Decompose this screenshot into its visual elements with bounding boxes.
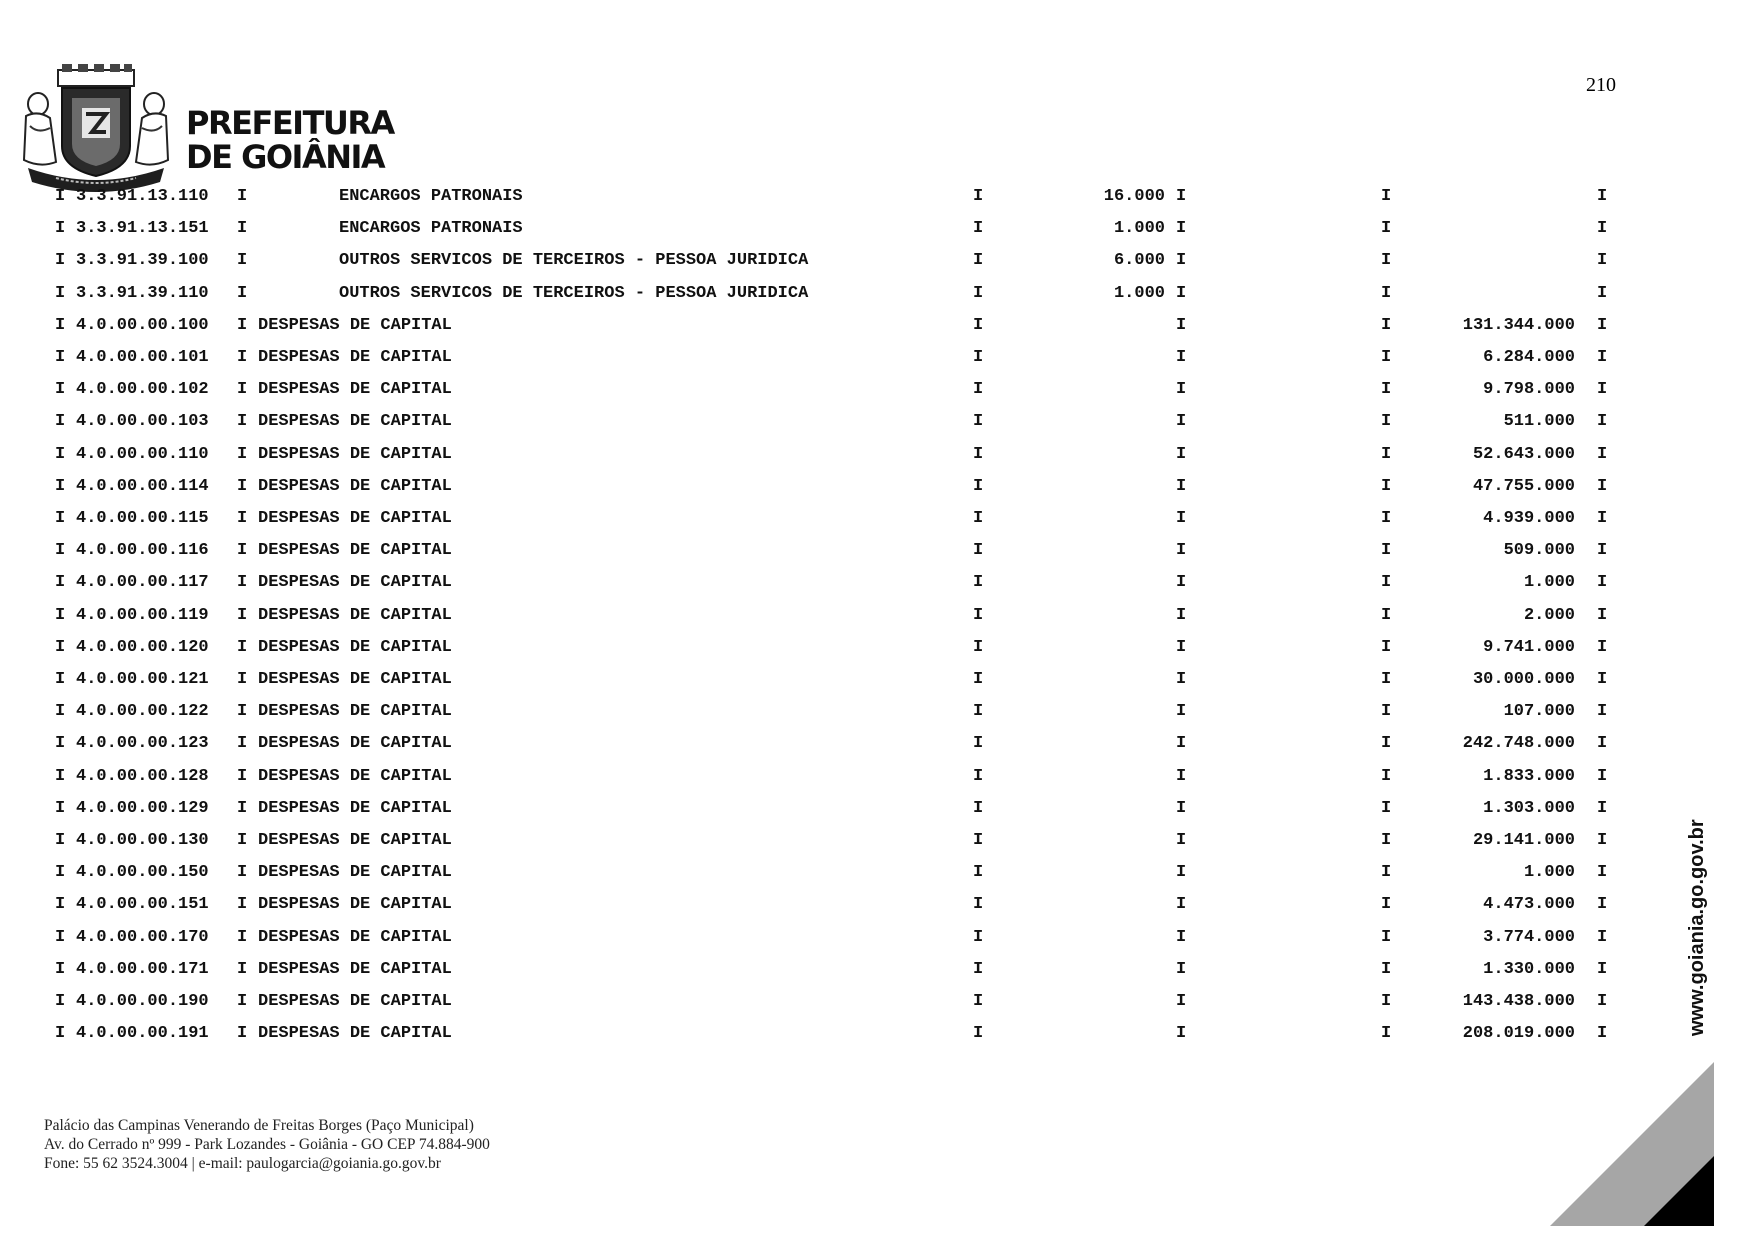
- row-separator: I: [1176, 637, 1187, 657]
- row-description: DESPESAS DE CAPITAL: [258, 637, 452, 657]
- row-value-3: 107.000: [1503, 702, 1575, 722]
- row-separator: I: [1597, 573, 1608, 593]
- row-separator: I: [1176, 863, 1187, 883]
- row-separator: I: [55, 187, 66, 206]
- row-separator: I: [973, 315, 984, 335]
- row-separator: I: [1597, 992, 1608, 1011]
- row-separator: I: [1381, 444, 1392, 464]
- row-separator: I: [1381, 219, 1392, 239]
- brand-line-2: DE GOIÂNIA: [186, 138, 385, 176]
- row-separator: I: [237, 187, 248, 206]
- row-code: 4.0.00.00.100: [76, 315, 209, 335]
- table-row: [0, 411, 1754, 443]
- row-separator: I: [55, 863, 66, 883]
- row-description: DESPESAS DE CAPITAL: [258, 412, 452, 432]
- row-separator: I: [55, 541, 66, 561]
- row-separator: I: [973, 637, 984, 657]
- row-separator: I: [237, 895, 248, 915]
- row-separator: I: [237, 863, 248, 883]
- row-separator: I: [1176, 380, 1187, 400]
- row-separator: I: [1597, 380, 1608, 400]
- row-separator: I: [1176, 670, 1187, 689]
- row-separator: I: [1381, 1024, 1392, 1044]
- row-value-3: 1.833.000: [1483, 766, 1575, 786]
- row-separator: I: [973, 509, 984, 528]
- row-separator: I: [55, 605, 66, 625]
- row-separator: I: [1176, 509, 1187, 528]
- row-separator: I: [1176, 219, 1187, 239]
- row-separator: I: [55, 927, 66, 947]
- row-value-3: 509.000: [1503, 541, 1575, 561]
- row-separator: I: [1597, 798, 1608, 818]
- row-value-3: 4.939.000: [1483, 509, 1575, 528]
- table-row: [0, 605, 1754, 637]
- row-separator: I: [55, 412, 66, 432]
- row-separator: I: [1597, 863, 1608, 883]
- row-value-3: 47.755.000: [1472, 476, 1575, 496]
- row-separator: I: [1597, 444, 1608, 464]
- table-row: [0, 379, 1754, 411]
- row-separator: I: [1381, 283, 1392, 303]
- row-value-3: 1.303.000: [1483, 798, 1575, 818]
- row-separator: I: [55, 315, 66, 335]
- row-separator: I: [1381, 380, 1392, 400]
- row-separator: I: [1381, 187, 1392, 206]
- row-separator: I: [55, 573, 66, 593]
- row-value-3: 143.438.000: [1462, 992, 1575, 1011]
- table-row: [0, 862, 1754, 894]
- row-separator: I: [1597, 831, 1608, 850]
- row-separator: I: [1597, 187, 1608, 206]
- row-separator: I: [55, 1024, 66, 1044]
- row-value-3: 6.284.000: [1483, 348, 1575, 367]
- table-row: [0, 540, 1754, 572]
- row-separator: I: [1176, 476, 1187, 496]
- row-value-3: 30.000.000: [1472, 670, 1575, 689]
- row-separator: I: [237, 734, 248, 754]
- row-separator: I: [237, 766, 248, 786]
- table-row: [0, 572, 1754, 604]
- row-separator: I: [1597, 541, 1608, 561]
- row-separator: I: [1381, 412, 1392, 432]
- row-description: DESPESAS DE CAPITAL: [258, 444, 452, 464]
- row-description: DESPESAS DE CAPITAL: [258, 315, 452, 335]
- row-code: 3.3.91.39.110: [76, 283, 209, 303]
- row-separator: I: [973, 476, 984, 496]
- row-separator: I: [1381, 927, 1392, 947]
- row-separator: I: [237, 412, 248, 432]
- row-separator: I: [1381, 959, 1392, 979]
- row-description: DESPESAS DE CAPITAL: [258, 798, 452, 818]
- row-separator: I: [1381, 670, 1392, 689]
- row-description: DESPESAS DE CAPITAL: [258, 541, 452, 561]
- row-description: DESPESAS DE CAPITAL: [258, 992, 452, 1011]
- row-separator: I: [55, 380, 66, 400]
- table-row: [0, 250, 1754, 282]
- row-separator: I: [237, 605, 248, 625]
- table-row: [0, 894, 1754, 926]
- row-separator: I: [237, 251, 248, 271]
- row-description: DESPESAS DE CAPITAL: [258, 734, 452, 754]
- row-value-1: 6.000: [1113, 251, 1165, 271]
- row-value-3: 2.000: [1523, 605, 1575, 625]
- row-separator: I: [973, 895, 984, 915]
- row-separator: I: [55, 831, 66, 850]
- row-separator: I: [973, 444, 984, 464]
- row-separator: I: [1597, 348, 1608, 367]
- row-separator: I: [237, 702, 248, 722]
- row-separator: I: [1381, 605, 1392, 625]
- row-code: 4.0.00.00.122: [76, 702, 209, 722]
- row-separator: I: [1597, 927, 1608, 947]
- table-row: [0, 347, 1754, 379]
- row-code: 4.0.00.00.121: [76, 670, 209, 689]
- row-code: 4.0.00.00.128: [76, 766, 209, 786]
- row-description: ENCARGOS PATRONAIS: [339, 187, 523, 206]
- row-separator: I: [1176, 927, 1187, 947]
- row-code: 4.0.00.00.191: [76, 1024, 209, 1044]
- row-separator: I: [1381, 251, 1392, 271]
- row-separator: I: [1176, 412, 1187, 432]
- row-separator: I: [973, 605, 984, 625]
- table-row: [0, 218, 1754, 250]
- row-separator: I: [1176, 573, 1187, 593]
- row-code: 4.0.00.00.117: [76, 573, 209, 593]
- row-separator: I: [1176, 444, 1187, 464]
- table-row: [0, 637, 1754, 669]
- row-separator: I: [1381, 348, 1392, 367]
- table-row: [0, 959, 1754, 991]
- table-row: [0, 830, 1754, 862]
- row-separator: I: [1597, 766, 1608, 786]
- row-separator: I: [55, 348, 66, 367]
- row-code: 4.0.00.00.129: [76, 798, 209, 818]
- row-separator: I: [1381, 476, 1392, 496]
- row-separator: I: [1176, 541, 1187, 561]
- row-separator: I: [973, 831, 984, 850]
- row-separator: I: [1176, 348, 1187, 367]
- footer-line-3: Fone: 55 62 3524.3004 | e-mail: paulogarcia@goiania.go.gov.br: [44, 1155, 441, 1172]
- row-separator: I: [1381, 895, 1392, 915]
- row-code: 4.0.00.00.101: [76, 348, 209, 367]
- row-separator: I: [1597, 219, 1608, 239]
- row-separator: I: [973, 251, 984, 271]
- row-separator: I: [1597, 734, 1608, 754]
- table-row: [0, 1023, 1754, 1055]
- row-separator: I: [55, 992, 66, 1011]
- row-separator: I: [973, 283, 984, 303]
- row-separator: I: [973, 766, 984, 786]
- row-separator: I: [237, 315, 248, 335]
- row-description: DESPESAS DE CAPITAL: [258, 348, 452, 367]
- row-separator: I: [237, 444, 248, 464]
- row-separator: I: [1176, 895, 1187, 915]
- brand-line-1: PREFEITURA: [186, 104, 394, 142]
- row-description: DESPESAS DE CAPITAL: [258, 831, 452, 850]
- website-url: www.goiania.go.gov.br: [1686, 819, 1708, 1036]
- row-separator: I: [1381, 798, 1392, 818]
- row-value-3: 4.473.000: [1483, 895, 1575, 915]
- row-separator: I: [55, 798, 66, 818]
- row-separator: I: [1381, 734, 1392, 754]
- footer-line-2: Av. do Cerrado nº 999 - Park Lozandes - Goiânia - GO CEP 74.884-900: [44, 1136, 490, 1153]
- row-separator: I: [237, 670, 248, 689]
- row-separator: I: [1597, 702, 1608, 722]
- row-code: 3.3.91.39.100: [76, 251, 209, 271]
- table-row: [0, 798, 1754, 830]
- row-separator: I: [237, 927, 248, 947]
- table-row: [0, 733, 1754, 765]
- row-separator: I: [973, 219, 984, 239]
- row-separator: I: [1176, 251, 1187, 271]
- row-separator: I: [55, 734, 66, 754]
- row-value-3: 208.019.000: [1462, 1024, 1575, 1044]
- row-value-3: 9.798.000: [1483, 380, 1575, 400]
- row-separator: I: [1597, 509, 1608, 528]
- city-coat-of-arms-icon: [16, 64, 176, 194]
- row-separator: I: [55, 637, 66, 657]
- row-separator: I: [237, 573, 248, 593]
- row-description: DESPESAS DE CAPITAL: [258, 863, 452, 883]
- row-separator: I: [237, 959, 248, 979]
- row-separator: I: [1597, 315, 1608, 335]
- row-separator: I: [237, 798, 248, 818]
- row-separator: I: [973, 670, 984, 689]
- row-separator: I: [1597, 1024, 1608, 1044]
- row-description: DESPESAS DE CAPITAL: [258, 702, 452, 722]
- row-separator: I: [55, 702, 66, 722]
- row-value-3: 131.344.000: [1462, 315, 1575, 335]
- row-description: DESPESAS DE CAPITAL: [258, 959, 452, 979]
- row-separator: I: [973, 412, 984, 432]
- row-code: 4.0.00.00.150: [76, 863, 209, 883]
- row-separator: I: [237, 219, 248, 239]
- row-separator: I: [237, 283, 248, 303]
- row-separator: I: [1176, 992, 1187, 1011]
- row-value-1: 1.000: [1113, 219, 1165, 239]
- row-separator: I: [1597, 251, 1608, 271]
- row-separator: I: [55, 895, 66, 915]
- row-separator: I: [1597, 637, 1608, 657]
- row-description: ENCARGOS PATRONAIS: [339, 219, 523, 239]
- row-separator: I: [55, 670, 66, 689]
- row-separator: I: [1597, 283, 1608, 303]
- table-row: [0, 701, 1754, 733]
- row-separator: I: [1176, 959, 1187, 979]
- row-separator: I: [973, 380, 984, 400]
- row-separator: I: [973, 573, 984, 593]
- row-separator: I: [237, 831, 248, 850]
- row-code: 4.0.00.00.115: [76, 509, 209, 528]
- table-row: [0, 283, 1754, 315]
- row-description: DESPESAS DE CAPITAL: [258, 605, 452, 625]
- row-code: 4.0.00.00.130: [76, 831, 209, 850]
- row-separator: I: [1597, 476, 1608, 496]
- row-separator: I: [1381, 573, 1392, 593]
- row-separator: I: [55, 283, 66, 303]
- row-separator: I: [973, 1024, 984, 1044]
- table-row: [0, 508, 1754, 540]
- table-row: [0, 476, 1754, 508]
- row-separator: I: [237, 348, 248, 367]
- row-value-3: 511.000: [1503, 412, 1575, 432]
- row-separator: I: [1176, 1024, 1187, 1044]
- row-description: DESPESAS DE CAPITAL: [258, 509, 452, 528]
- row-code: 3.3.91.13.151: [76, 219, 209, 239]
- row-separator: I: [1597, 412, 1608, 432]
- row-description: DESPESAS DE CAPITAL: [258, 927, 452, 947]
- row-code: 4.0.00.00.151: [76, 895, 209, 915]
- row-separator: I: [973, 927, 984, 947]
- row-description: DESPESAS DE CAPITAL: [258, 476, 452, 496]
- row-value-1: 1.000: [1113, 283, 1165, 303]
- row-separator: I: [1176, 766, 1187, 786]
- row-separator: I: [55, 219, 66, 239]
- row-separator: I: [1381, 637, 1392, 657]
- table-row: [0, 766, 1754, 798]
- row-separator: I: [973, 959, 984, 979]
- row-separator: I: [55, 766, 66, 786]
- row-value-3: 1.000: [1523, 573, 1575, 593]
- row-code: 4.0.00.00.103: [76, 412, 209, 432]
- row-separator: I: [1597, 670, 1608, 689]
- page-number: 210: [1586, 74, 1616, 96]
- row-separator: I: [55, 476, 66, 496]
- row-description: OUTROS SERVICOS DE TERCEIROS - PESSOA JURIDICA: [339, 251, 809, 271]
- row-description: DESPESAS DE CAPITAL: [258, 766, 452, 786]
- row-separator: I: [1176, 798, 1187, 818]
- row-separator: I: [973, 798, 984, 818]
- row-value-3: 29.141.000: [1472, 831, 1575, 850]
- row-separator: I: [1176, 831, 1187, 850]
- brand-wordmark: [186, 106, 394, 174]
- row-separator: I: [237, 380, 248, 400]
- row-separator: I: [1381, 509, 1392, 528]
- row-separator: I: [1381, 702, 1392, 722]
- row-separator: I: [1176, 734, 1187, 754]
- row-separator: I: [237, 541, 248, 561]
- footer-line-1: Palácio das Campinas Venerando de Freitas Borges (Paço Municipal): [44, 1117, 474, 1134]
- row-code: 4.0.00.00.170: [76, 927, 209, 947]
- footer-address: [44, 1116, 490, 1173]
- row-code: 4.0.00.00.119: [76, 605, 209, 625]
- row-separator: I: [237, 1024, 248, 1044]
- corner-decoration: [1550, 1062, 1714, 1226]
- row-code: 4.0.00.00.102: [76, 380, 209, 400]
- row-value-3: 1.330.000: [1483, 959, 1575, 979]
- row-separator: I: [1597, 605, 1608, 625]
- row-code: 4.0.00.00.171: [76, 959, 209, 979]
- row-separator: I: [55, 251, 66, 271]
- row-separator: I: [55, 509, 66, 528]
- row-value-3: 9.741.000: [1483, 637, 1575, 657]
- row-separator: I: [55, 444, 66, 464]
- row-value-3: 242.748.000: [1462, 734, 1575, 754]
- table-row: [0, 669, 1754, 701]
- row-separator: I: [973, 702, 984, 722]
- row-value-1: 16.000: [1103, 187, 1165, 206]
- row-code: 4.0.00.00.190: [76, 992, 209, 1011]
- row-separator: I: [973, 863, 984, 883]
- row-separator: I: [973, 187, 984, 206]
- row-separator: I: [237, 476, 248, 496]
- table-row: [0, 186, 1754, 218]
- row-separator: I: [973, 734, 984, 754]
- row-separator: I: [1381, 541, 1392, 561]
- row-value-3: 52.643.000: [1472, 444, 1575, 464]
- row-separator: I: [237, 992, 248, 1011]
- row-separator: I: [1176, 187, 1187, 206]
- row-separator: I: [1176, 283, 1187, 303]
- row-value-3: 3.774.000: [1483, 927, 1575, 947]
- row-separator: I: [1381, 766, 1392, 786]
- row-separator: I: [1176, 605, 1187, 625]
- row-separator: I: [1597, 895, 1608, 915]
- row-code: 3.3.91.13.110: [76, 187, 209, 206]
- header-logo: [16, 64, 394, 194]
- table-row: [0, 315, 1754, 347]
- row-code: 4.0.00.00.123: [76, 734, 209, 754]
- row-separator: I: [1597, 959, 1608, 979]
- row-value-3: 1.000: [1523, 863, 1575, 883]
- row-separator: I: [973, 348, 984, 367]
- row-separator: I: [1381, 315, 1392, 335]
- row-code: 4.0.00.00.116: [76, 541, 209, 561]
- row-separator: I: [237, 509, 248, 528]
- row-code: 4.0.00.00.114: [76, 476, 209, 496]
- row-description: DESPESAS DE CAPITAL: [258, 895, 452, 915]
- table-row: [0, 444, 1754, 476]
- row-separator: I: [237, 637, 248, 657]
- row-separator: I: [1176, 702, 1187, 722]
- table-row: [0, 991, 1754, 1023]
- row-separator: I: [55, 959, 66, 979]
- row-separator: I: [1381, 831, 1392, 850]
- row-code: 4.0.00.00.120: [76, 637, 209, 657]
- row-description: OUTROS SERVICOS DE TERCEIROS - PESSOA JURIDICA: [339, 283, 809, 303]
- row-description: DESPESAS DE CAPITAL: [258, 380, 452, 400]
- row-separator: I: [973, 541, 984, 561]
- row-separator: I: [1176, 315, 1187, 335]
- row-separator: I: [1381, 863, 1392, 883]
- row-description: DESPESAS DE CAPITAL: [258, 1024, 452, 1044]
- row-code: 4.0.00.00.110: [76, 444, 209, 464]
- row-description: DESPESAS DE CAPITAL: [258, 670, 452, 689]
- row-separator: I: [1381, 992, 1392, 1011]
- row-description: DESPESAS DE CAPITAL: [258, 573, 452, 593]
- table-row: [0, 927, 1754, 959]
- row-separator: I: [973, 992, 984, 1011]
